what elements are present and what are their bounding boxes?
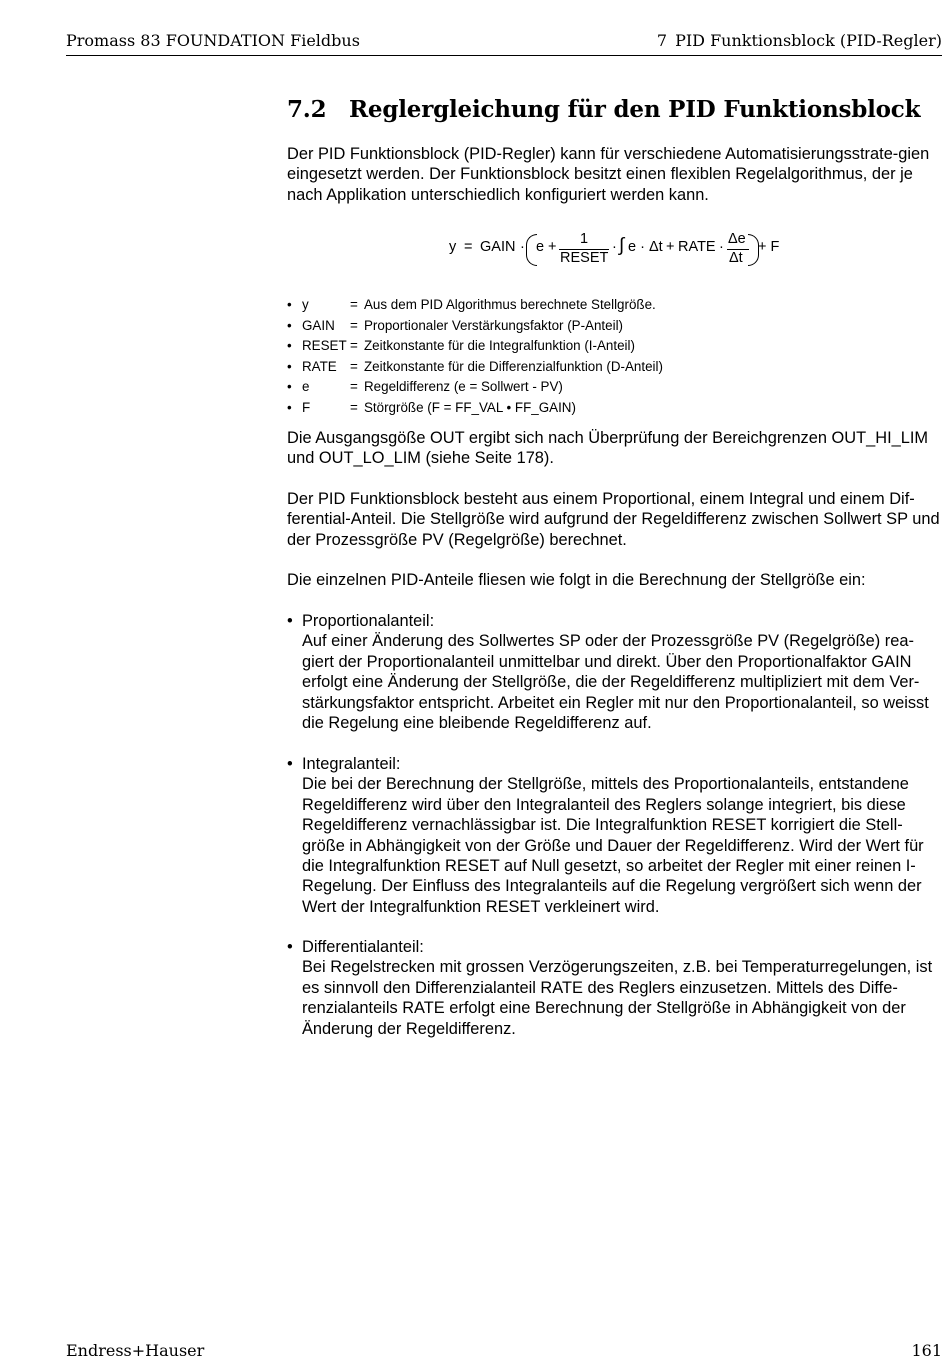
fraction-numerator: 1	[580, 231, 589, 247]
formula-y: y	[449, 239, 457, 255]
formula-plus-f: + F	[758, 239, 780, 255]
definition-symbol: y	[302, 297, 309, 312]
definition-equals: =	[350, 317, 358, 333]
formula-equals: =	[464, 239, 473, 255]
section-title: Reglergleichung für den PID Funktionsblock	[349, 96, 921, 123]
bullet-title: Proportionalanteil:	[302, 612, 435, 630]
bullet-integral	[287, 754, 942, 917]
bullet-title: Integralanteil:	[302, 755, 401, 773]
definition-description: Proportionaler Verstärkungsfaktor (P-Anteil)	[364, 317, 623, 333]
bullet: •	[287, 755, 293, 773]
definition-equals: =	[350, 399, 358, 415]
header-chapter-number: 7	[656, 31, 668, 50]
header-chapter-title: PID Funktionsblock (PID-Regler)	[675, 31, 942, 50]
formula-dot-1: ·	[520, 239, 525, 255]
definition-equals: =	[350, 358, 358, 374]
page-header	[66, 31, 942, 56]
definition-description: Zeitkonstante für die Integralfunktion (I-Anteil)	[364, 338, 635, 353]
bullet: •	[287, 358, 292, 374]
derivative-denominator: Δt	[729, 250, 743, 266]
brand-name: Endress+Hauser	[66, 1341, 205, 1360]
bullet: •	[287, 612, 293, 630]
definition-symbol: e	[302, 379, 310, 394]
definition-equals: =	[350, 379, 358, 394]
header-document-title: Promass 83 FOUNDATION Fieldbus	[66, 31, 360, 50]
section-heading	[287, 96, 920, 123]
section-number: 7.2	[287, 96, 327, 123]
output-paragraph: Die Ausgangsgöße OUT ergibt sich nach Überprüfung der Bereichgrenzen OUT_HI_LIM und OUT_LO_LIM (siehe Seite 178).	[287, 429, 929, 468]
bullet: •	[287, 297, 292, 312]
bullet: •	[287, 938, 293, 956]
definition-symbol: RESET	[302, 338, 347, 353]
formula-rate: RATE	[678, 239, 716, 255]
bullet-title: Differentialanteil:	[302, 938, 424, 956]
bullet-text: Die bei der Berechnung der Stellgröße, mittels des Proportionalanteils, entstandene Regeldifferenz wird über den Integralanteil des Reglers solange integriert, bis diese Regeldifferenz vernachlässigbar ist. Die Integralfunktion RESET korrigiert die Stell-größe in Abhängigkeit von der Größe und Dauer der Regeldifferenz. Wird der Wert für die Integralfunktion RESET auf Null gesetzt, so arbeitet der Regler mit einer reinen I-Regelung. Der Einfluss des Integralanteils auf die Regelung vergrößert sich wenn der Wert der Integralfunktion RESET verkleinert wird.	[302, 775, 924, 916]
fraction-denominator: RESET	[560, 250, 609, 266]
formula-plus-1: +	[548, 239, 557, 255]
page-number: 161	[911, 1341, 942, 1360]
definition-description: Zeitkonstante für die Differenzialfunktion (D-Anteil)	[364, 358, 663, 374]
integral-sign: ∫	[619, 235, 625, 256]
bullet: •	[287, 399, 292, 415]
definition-equals: =	[350, 297, 358, 312]
formula-e-dt: e · Δt	[628, 239, 663, 255]
definition-description: Regeldifferenz (e = Sollwert - PV)	[364, 379, 563, 394]
page-footer	[66, 1341, 942, 1363]
bullet-differential	[287, 937, 942, 1039]
definition-symbol: F	[302, 399, 311, 415]
formula-dot-3: ·	[719, 239, 724, 255]
definition-description: Aus dem PID Algorithmus berechnete Stellgröße.	[364, 297, 656, 312]
formula-plus-2: +	[666, 239, 675, 255]
bullet-text: Auf einer Änderung des Sollwertes SP oder der Prozessgröße PV (Regelgröße) rea-giert der Proportionalanteil unmittelbar und direkt. Über den Proportionalfaktor GAIN erfolgt eine Änderung der Stellgröße, die der Regeldifferenz multipliziert mit dem Ver-stärkungsfaktor entspricht. Arbeitet ein Regler mit nur den Proportionalanteil, so weisst die Regelung eine bleibende Regeldifferenz auf.	[302, 632, 929, 733]
bullet-text: Bei Regelstrecken mit grossen Verzögerungszeiten, z.B. bei Temperaturregelungen, ist es sinnvoll den Differenzialanteil RATE des Reglers einzusetzen. Mittels des Diffe-renzialanteils RATE erfolgt eine Berechnung der Stellgröße in Abhängigkeit von der Änderung der Regeldifferenz.	[302, 958, 933, 1038]
definition-symbol: RATE	[302, 358, 337, 374]
formula-dot-2: ·	[612, 239, 617, 255]
intro-paragraph: Der PID Funktionsblock (PID-Regler) kann für verschiedene Automatisierungsstrate-gien eingesetzt werden. Der Funktionsblock besitzt einen flexiblen Regelalgorithmus, der je nach Applikation unterschiedlich konfiguriert werden kann.	[287, 145, 930, 204]
derivative-numerator: Δe	[728, 231, 746, 247]
header-chapter	[657, 31, 942, 50]
formula-gain: GAIN	[480, 239, 516, 255]
bullet: •	[287, 317, 292, 333]
pid-description-paragraph: Der PID Funktionsblock besteht aus einem Proportional, einem Integral und einem Dif-ferential-Anteil. Die Stellgröße wird aufgrund der Regeldifferenz zwischen Sollwert SP und der Prozessgröße PV (Regelgröße) berechnet.	[287, 490, 940, 549]
definition-description: Störgröße (F = FF_VAL • FF_GAIN)	[364, 399, 576, 415]
bullet: •	[287, 379, 292, 394]
pid-components-intro: Die einzelnen PID-Anteile fliesen wie folgt in die Berechnung der Stellgröße ein:	[287, 571, 866, 589]
bullet: •	[287, 338, 292, 353]
definition-equals: =	[350, 338, 358, 353]
bullet-proportional	[287, 611, 942, 733]
pid-equation	[449, 230, 789, 270]
formula-e: e	[536, 239, 545, 255]
definition-symbol: GAIN	[302, 317, 335, 333]
